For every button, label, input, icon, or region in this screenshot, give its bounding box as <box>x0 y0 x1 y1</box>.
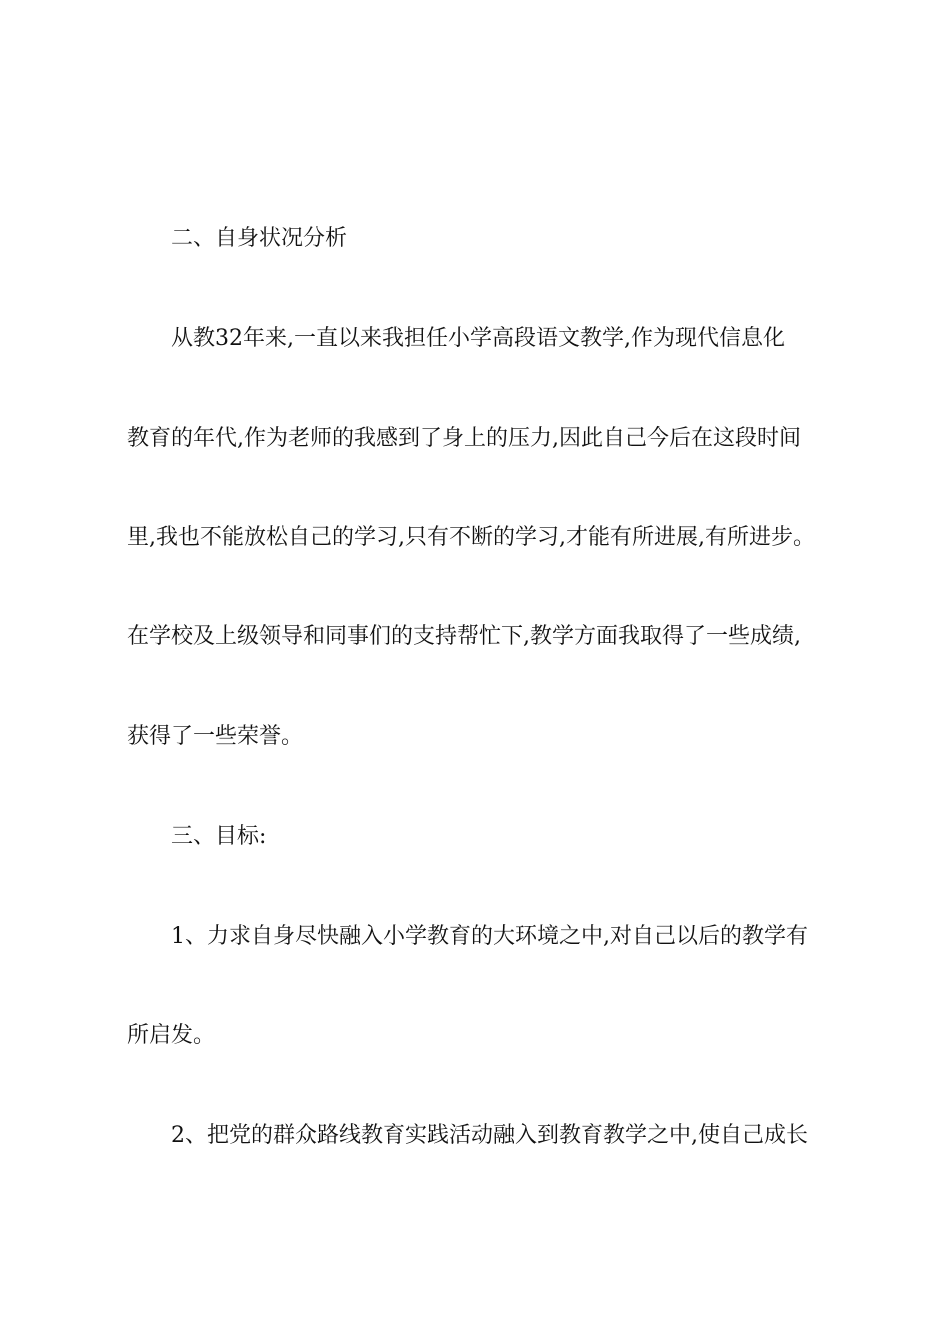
goal-item-1-line: 所启发。 <box>127 1023 216 1048</box>
section-heading-goals: 三、目标: <box>171 824 267 849</box>
paragraph-line: 获得了一些荣誉。 <box>127 724 304 749</box>
section-heading-self-analysis: 二、自身状况分析 <box>171 226 348 251</box>
paragraph-line: 在学校及上级领导和同事们的支持帮忙下,教学方面我取得了一些成绩, <box>127 624 801 649</box>
goal-item-1-line: 1、力求自身尽快融入小学教育的大环境之中,对自己以后的教学有 <box>171 924 808 949</box>
paragraph-line: 从教32年来,一直以来我担任小学高段语文教学,作为现代信息化 <box>171 326 785 351</box>
paragraph-line: 里,我也不能放松自己的学习,只有不断的学习,才能有所进展,有所进步。 <box>127 525 815 550</box>
goal-item-2-line: 2、把党的群众路线教育实践活动融入到教育教学之中,使自己成长 <box>171 1123 808 1148</box>
paragraph-line: 教育的年代,作为老师的我感到了身上的压力,因此自己今后在这段时间 <box>127 426 801 451</box>
